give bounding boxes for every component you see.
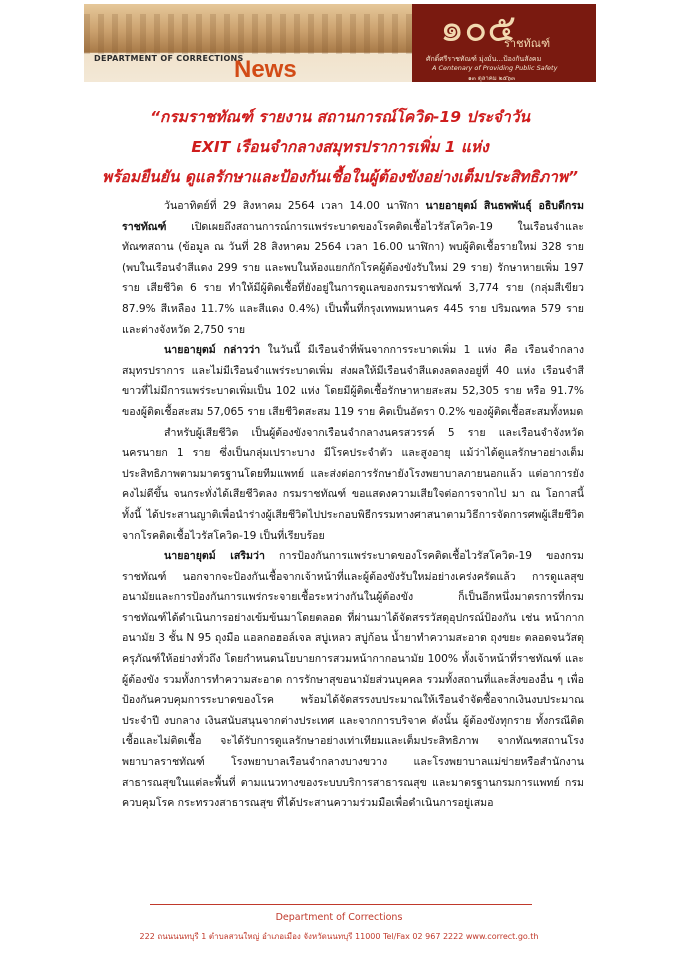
- footer-divider: [150, 904, 532, 905]
- headline-line-3: พร้อมยืนยัน ดูแลรักษาและป้องกันเชื้อในผู้ต้องขังอย่างเต็มประสิทธิภาพ”: [102, 168, 578, 186]
- footer-address: 222 ถนนนนทบุรี 1 ตำบลสวนใหญ่ อำเภอเมือง จังหวัดนนทบุรี 11000 Tel/Fax 02 967 2222 www.correct.go.th: [139, 932, 539, 941]
- paragraph-4: [122, 546, 584, 814]
- press-body: [122, 196, 584, 814]
- p4-rest: การป้องกันการแพร่ระบาดของโรคติดเชื้อไวรัสโควิด-19 ของกรมราชทัณฑ์ นอกจากจะป้องกันเชื้อจากเจ้าหน้าที่และผู้ต้องขังรับใหม่อย่างเคร่งครัดแล้ว การดูแลสุขอนามัยและการป้องกันการแพร่กระจายเชื้อระหว่างกันในผู้ต้องขัง ก็เป็นอีกหนึ่งมาตรการที่กรมราชทัณฑ์ได้ดำเนินการอย่างเข้มข้นมาโดยตลอด ที่ผ่านมาได้จัดสรรวัสดุอุปกรณ์ป้องกัน เช่น หน้ากากอนามัย 3 ชั้น N 95 ถุงมือ แอลกอฮอล์เจล สบู่เหลว สบู่ก้อน น้ำยาทำความสะอาด ถุงขยะ ตลอดจนวัสดุครุภัณฑ์ให้อย่างทั่วถึง โดยกำหนดนโยบายการสวมหน้ากากอนามัย 100% ทั้งเจ้าหน้าที่ราชทัณฑ์ และผู้ต้องขัง รวมทั้งการทำความสะอาด การรักษาสุขอนามัยส่วนบุคคล รวมทั้งสถานที่และสิ่งของอื่น ๆ เพื่อป้องกันควบคุมการระบาดของโรค พร้อมได้จัดสรรงบประมาณให้เรือนจำจัดซื้อจากเงินงบประมาณประจำปี งบกลาง เงินสนับสนุนจากต่างประเทศ และจากการบริจาค ดังนั้น ผู้ต้องขังทุกราย ทั้งกรณีติดเชื้อและไม่ติดเชื้อ จะได้รับการดูแลรักษาอย่างเท่าเทียมและเต็มประสิทธิภาพ จากทัณฑสถานโรงพยาบาลราชทัณฑ์ โรงพยาบาลเรือนจำกลางบางขวาง และโรงพยาบาลแม่ข่ายหรือสำนักงานสาธารณสุขในแต่ละพื้นที่ ตามแนวทางของระบบบริการสาธารณสุข และมาตรฐานกรมการแพทย์ กรมควบคุมโรค กระทรวงสาธารณสุข ที่ได้ประสานความร่วมมือเพื่อดำเนินการอยู่เสมอ: [122, 550, 584, 810]
- paragraph-3: สำหรับผู้เสียชีวิต เป็นผู้ต้องขังจากเรือนจำกลางนครสวรรค์ 5 ราย และเรือนจำจังหวัดนครนายก 1 ราย ซึ่งเป็นกลุ่มเปราะบาง มีโรคประจำตัว และสูงอายุ แม้ว่าได้ดูแลรักษาอย่างเต็มประสิทธิภาพตามมาตรฐานโดยทีมแพทย์ และส่งต่อการรักษายังโรงพยาบาลภายนอกแล้ว แต่อาการยังคงไม่ดีขึ้น จนกระทั่งได้เสียชีวิตลง กรมราชทัณฑ์ ขอแสดงความเสียใจต่อการจากไป มา ณ โอกาสนี้ ทั้งนี้ ได้ประสานญาติเพื่อนำร่างผู้เสียชีวิตไปประกอบพิธีกรรมทางศาสนาตามวิธีการจัดการศพผู้เสียชีวิตจากโรคติดเชื้อไวรัสโควิด-19 เป็นที่เรียบร้อย: [122, 426, 584, 542]
- p1-lead: วันอาทิตย์ที่ 29 สิงหาคม 2564 เวลา 14.00 นาฬิกา: [164, 200, 420, 212]
- motto-thai: ศักดิ์ศรีราชทัณฑ์ มุ่งมั่น...ป้องกันสังคม: [426, 55, 542, 63]
- anniversary-logo: [412, 4, 596, 82]
- banner-news-word: News: [234, 56, 297, 82]
- motto-english: A Centenary of Providing Public Safety: [432, 64, 558, 72]
- anniversary-date: ๑๓ ตุลาคม ๒๕๖๓: [468, 75, 516, 82]
- banner-photo: [84, 4, 412, 82]
- p2-rest: ในวันนี้ มีเรือนจำที่พ้นจากการระบาดเพิ่ม 1 แห่ง คือ เรือนจำกลางสมุทรปราการ และไม่มีเรือนจำแพร่ระบาดเพิ่ม ส่งผลให้มีเรือนจำสีแดงลดลงอยู่ที่ 40 แห่ง เรือนจำสีขาวที่ไม่มีการแพร่ระบาดเพิ่มเป็น 102 แห่ง โดยมีผู้ติดเชื้อรักษาหายสะสม 52,305 ราย หรือ 91.7% ของผู้ติดเชื้อสะสม 57,065 ราย เสียชีวิตสะสม 119 ราย คิดเป็นอัตรา 0.2% ของผู้ติดเชื้อสะสมทั้งหมด: [122, 344, 584, 418]
- footer-title: Department of Corrections: [275, 912, 403, 923]
- p2-name: นายอายุตม์ กล่าวว่า: [164, 344, 261, 357]
- press-headline: [60, 102, 620, 192]
- p1-rest: เปิดเผยถึงสถานการณ์การแพร่ระบาดของโรคติดเชื้อไวรัสโควิด-19 ในเรือนจำและทัณฑสถาน (ข้อมูล ณ วันที่ 28 สิงหาคม 2564 เวลา 16.00 นาฬิกา) พบผู้ติดเชื้อรายใหม่ 328 ราย (พบในเรือนจำสีแดง 299 ราย และพบในห้องแยกกักโรคผู้ต้องขังรับใหม่ 29 ราย) รักษาหายเพิ่ม 197 ราย เสียชีวิต 6 ราย ทำให้มีผู้ติดเชื้อที่ยังอยู่ในการดูแลของกรมราชทัณฑ์ 3,774 ราย (กลุ่มสีเขียว 87.9% สีเหลือง 11.7% และสีแดง 0.4%) เป็นพื้นที่กรุงเทพมหานคร 445 ราย ปริมณฑล 579 ราย และต่างจังหวัด 2,750 ราย: [122, 220, 585, 336]
- headline-line-2: EXIT เรือนจำกลางสมุทรปราการเพิ่ม 1 แห่ง: [191, 138, 489, 156]
- paragraph-2: [122, 340, 584, 422]
- paragraph-1: [122, 196, 584, 340]
- anniversary-number: ๑๐๕: [440, 6, 517, 50]
- p1-name: นายอายุตม์ สินธพพันธุ์ อธิบดีกรมราชทัณฑ์: [122, 200, 584, 233]
- temple-roofs-graphic: [84, 14, 412, 54]
- header-banner: [84, 4, 596, 82]
- anniversary-subtitle: ราชทัณฑ์: [504, 37, 551, 50]
- p4-name: นายอายุตม์ เสริมว่า: [164, 550, 265, 563]
- banner-department: DEPARTMENT OF CORRECTIONS: [94, 54, 244, 63]
- headline-line-1: “กรมราชทัณฑ์ รายงาน สถานการณ์โควิด-19 ประจำวัน: [149, 108, 531, 126]
